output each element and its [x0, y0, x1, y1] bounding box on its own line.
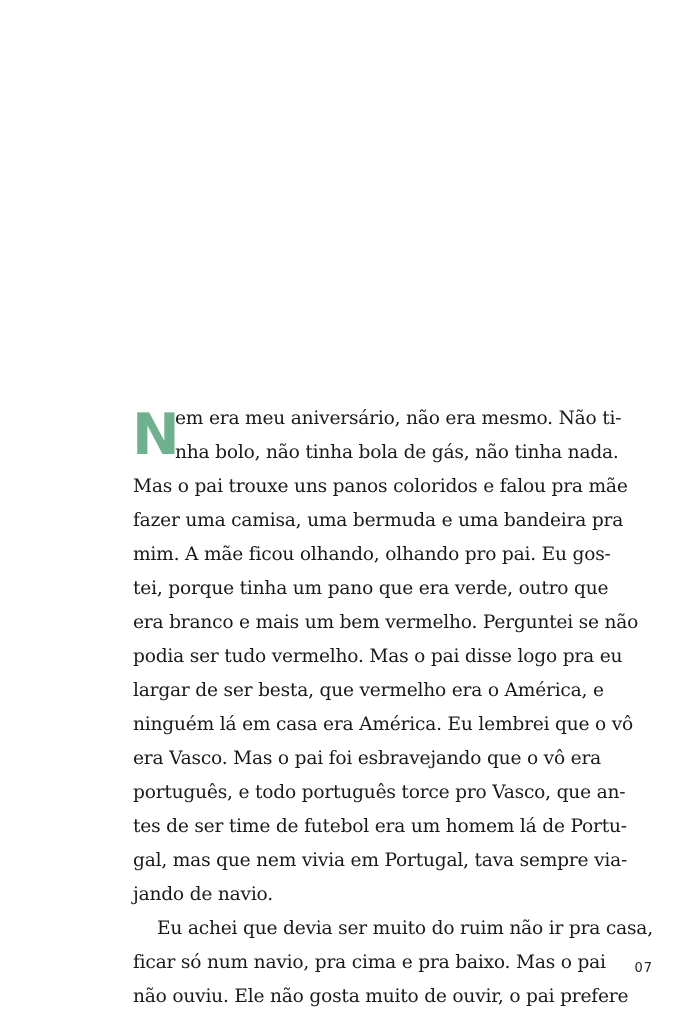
text-line: era branco e mais um bem vermelho. Perguntei se não	[133, 612, 639, 633]
text-line: português, e todo português torce pro Vasco, que an-	[133, 782, 626, 803]
text-line: ficar só num navio, pra cima e pra baixo. Mas o pai	[133, 952, 606, 973]
text-line: era Vasco. Mas o pai foi esbravejando que o vô era	[133, 748, 602, 769]
text-line: não ouviu. Ele não gosta muito de ouvir, o pai prefere	[133, 986, 629, 1007]
text-line: largar de ser besta, que vermelho era o América, e	[133, 680, 604, 701]
text-line: ninguém lá em casa era América. Eu lembrei que o vô	[133, 714, 634, 735]
text-line: em era meu aniversário, não era mesmo. Não ti-	[175, 408, 622, 429]
text-line: Mas o pai trouxe uns panos coloridos e falou pra mãe	[133, 476, 628, 497]
text-line: tei, porque tinha um pano que era verde, outro que	[133, 578, 609, 599]
text-line: jando de navio.	[133, 884, 273, 905]
text-line: tes de ser time de futebol era um homem lá de Portu-	[133, 816, 627, 837]
text-line: mim. A mãe ficou olhando, olhando pro pai. Eu gos-	[133, 544, 611, 565]
text-line: fazer uma camisa, uma bermuda e uma bandeira pra	[133, 510, 624, 531]
drop-cap: N	[132, 402, 180, 468]
text-line: Eu achei que devia ser muito do ruim não ir pra casa,	[157, 918, 653, 939]
page-number: 07	[634, 961, 653, 976]
text-line: podia ser tudo vermelho. Mas o pai disse logo pra eu	[133, 646, 623, 667]
text-line: nha bolo, não tinha bola de gás, não tinha nada.	[175, 442, 619, 463]
text-line: gal, mas que nem vivia em Portugal, tava sempre via-	[133, 850, 628, 871]
